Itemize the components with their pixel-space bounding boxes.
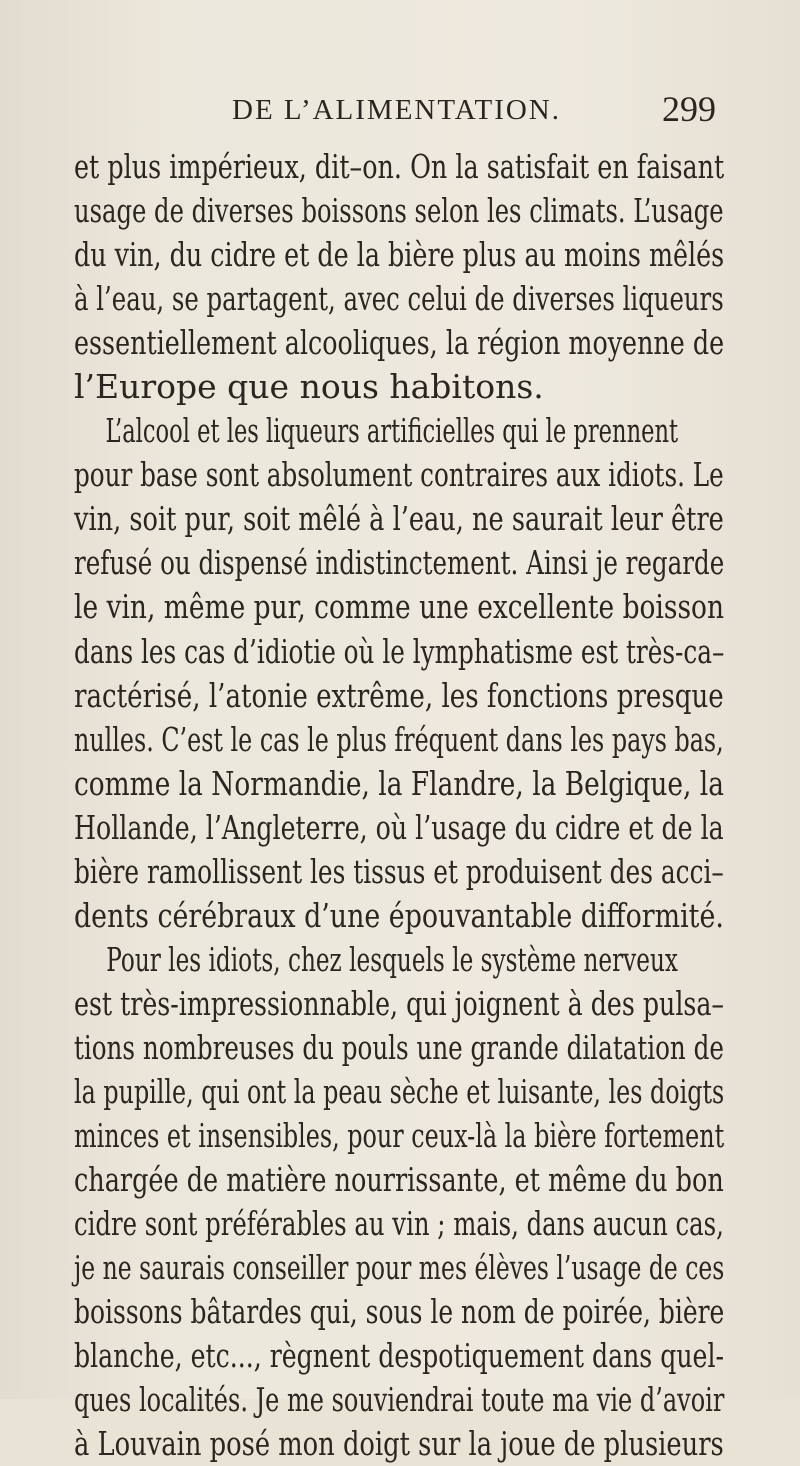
text-line: le vin, même pur, comme une excellente boisson (74, 587, 724, 627)
text-line: à Louvain posé mon doigt sur la joue de plusieurs (74, 1424, 724, 1464)
text-line: cidre sont préférables au vin ; mais, dans aucun cas, (74, 1204, 724, 1244)
text-line: usage de diverses boissons selon les climats. L’usage (74, 191, 724, 231)
running-title: DE L’ALIMENTATION. (232, 94, 562, 126)
text-line: et plus impérieux, dit–on. On la satisfait en faisant (74, 147, 725, 186)
running-header (0, 88, 800, 128)
text-line: nulles. C’est le cas le plus fréquent dans les pays bas, (74, 719, 724, 759)
paragraph-1 (74, 145, 724, 409)
paragraph-2 (74, 409, 724, 938)
text-line: je ne saurais conseiller pour mes élèves l’usage de ces (74, 1248, 725, 1288)
text-line: chargée de matière nourrissante, et même du bon (74, 1160, 724, 1200)
text-line: minces et insensibles, pour ceux-là la bière fortement (74, 1116, 725, 1156)
text-line: essentiellement alcooliques, la région moyenne de (74, 323, 725, 363)
text-line: refusé ou dispensé indistinctement. Ainsi je regarde (74, 543, 725, 583)
text-line: dans les cas d’idiotie où le lymphatisme est très-ca– (74, 631, 725, 671)
text-line: comme la Normandie, la Flandre, la Belgique, la (74, 763, 724, 803)
text-line: dents cérébraux d’une épouvantable difformité. (74, 895, 724, 935)
body-text (74, 145, 724, 1466)
text-line: pour base sont absolument contraires aux idiots. Le (74, 455, 724, 495)
text-line: L’alcool et les liqueurs artificielles qui le prennent (105, 411, 679, 451)
text-line: vin, soit pur, soit mêlé à l’eau, ne saurait leur être (74, 499, 724, 539)
paragraph-3 (74, 938, 724, 1466)
text-line: Hollande, l’Angleterre, où l’usage du cidre et de la (74, 807, 724, 847)
text-line: à l’eau, se partagent, avec celui de diverses liqueurs (74, 279, 724, 319)
text-line: ractérisé, l’atonie extrême, les fonctions presque (74, 675, 724, 715)
text-line: tions nombreuses du pouls une grande dilatation de (74, 1027, 724, 1067)
text-line: la pupille, qui ont la peau sèche et luisante, les doigts (74, 1071, 725, 1111)
text-line: bière ramollissent les tissus et produisent des acci– (74, 851, 724, 891)
page-number: 299 (662, 89, 716, 129)
text-line: boissons bâtardes qui, sous le nom de poirée, bière (74, 1292, 725, 1332)
text-line: ques localités. Je me souviendrai toute ma vie d’avoir (74, 1380, 725, 1420)
text-line: Pour les idiots, chez lesquels le système nerveux (106, 939, 678, 979)
text-line: l’Europe que nous habitons. (74, 367, 544, 407)
text-line: est très-impressionnable, qui joignent à des pulsa– (74, 983, 725, 1023)
text-line: blanche, etc..., règnent despotiquement dans quel- (74, 1336, 725, 1376)
text-line: du vin, du cidre et de la bière plus au moins mêlés (74, 235, 725, 275)
